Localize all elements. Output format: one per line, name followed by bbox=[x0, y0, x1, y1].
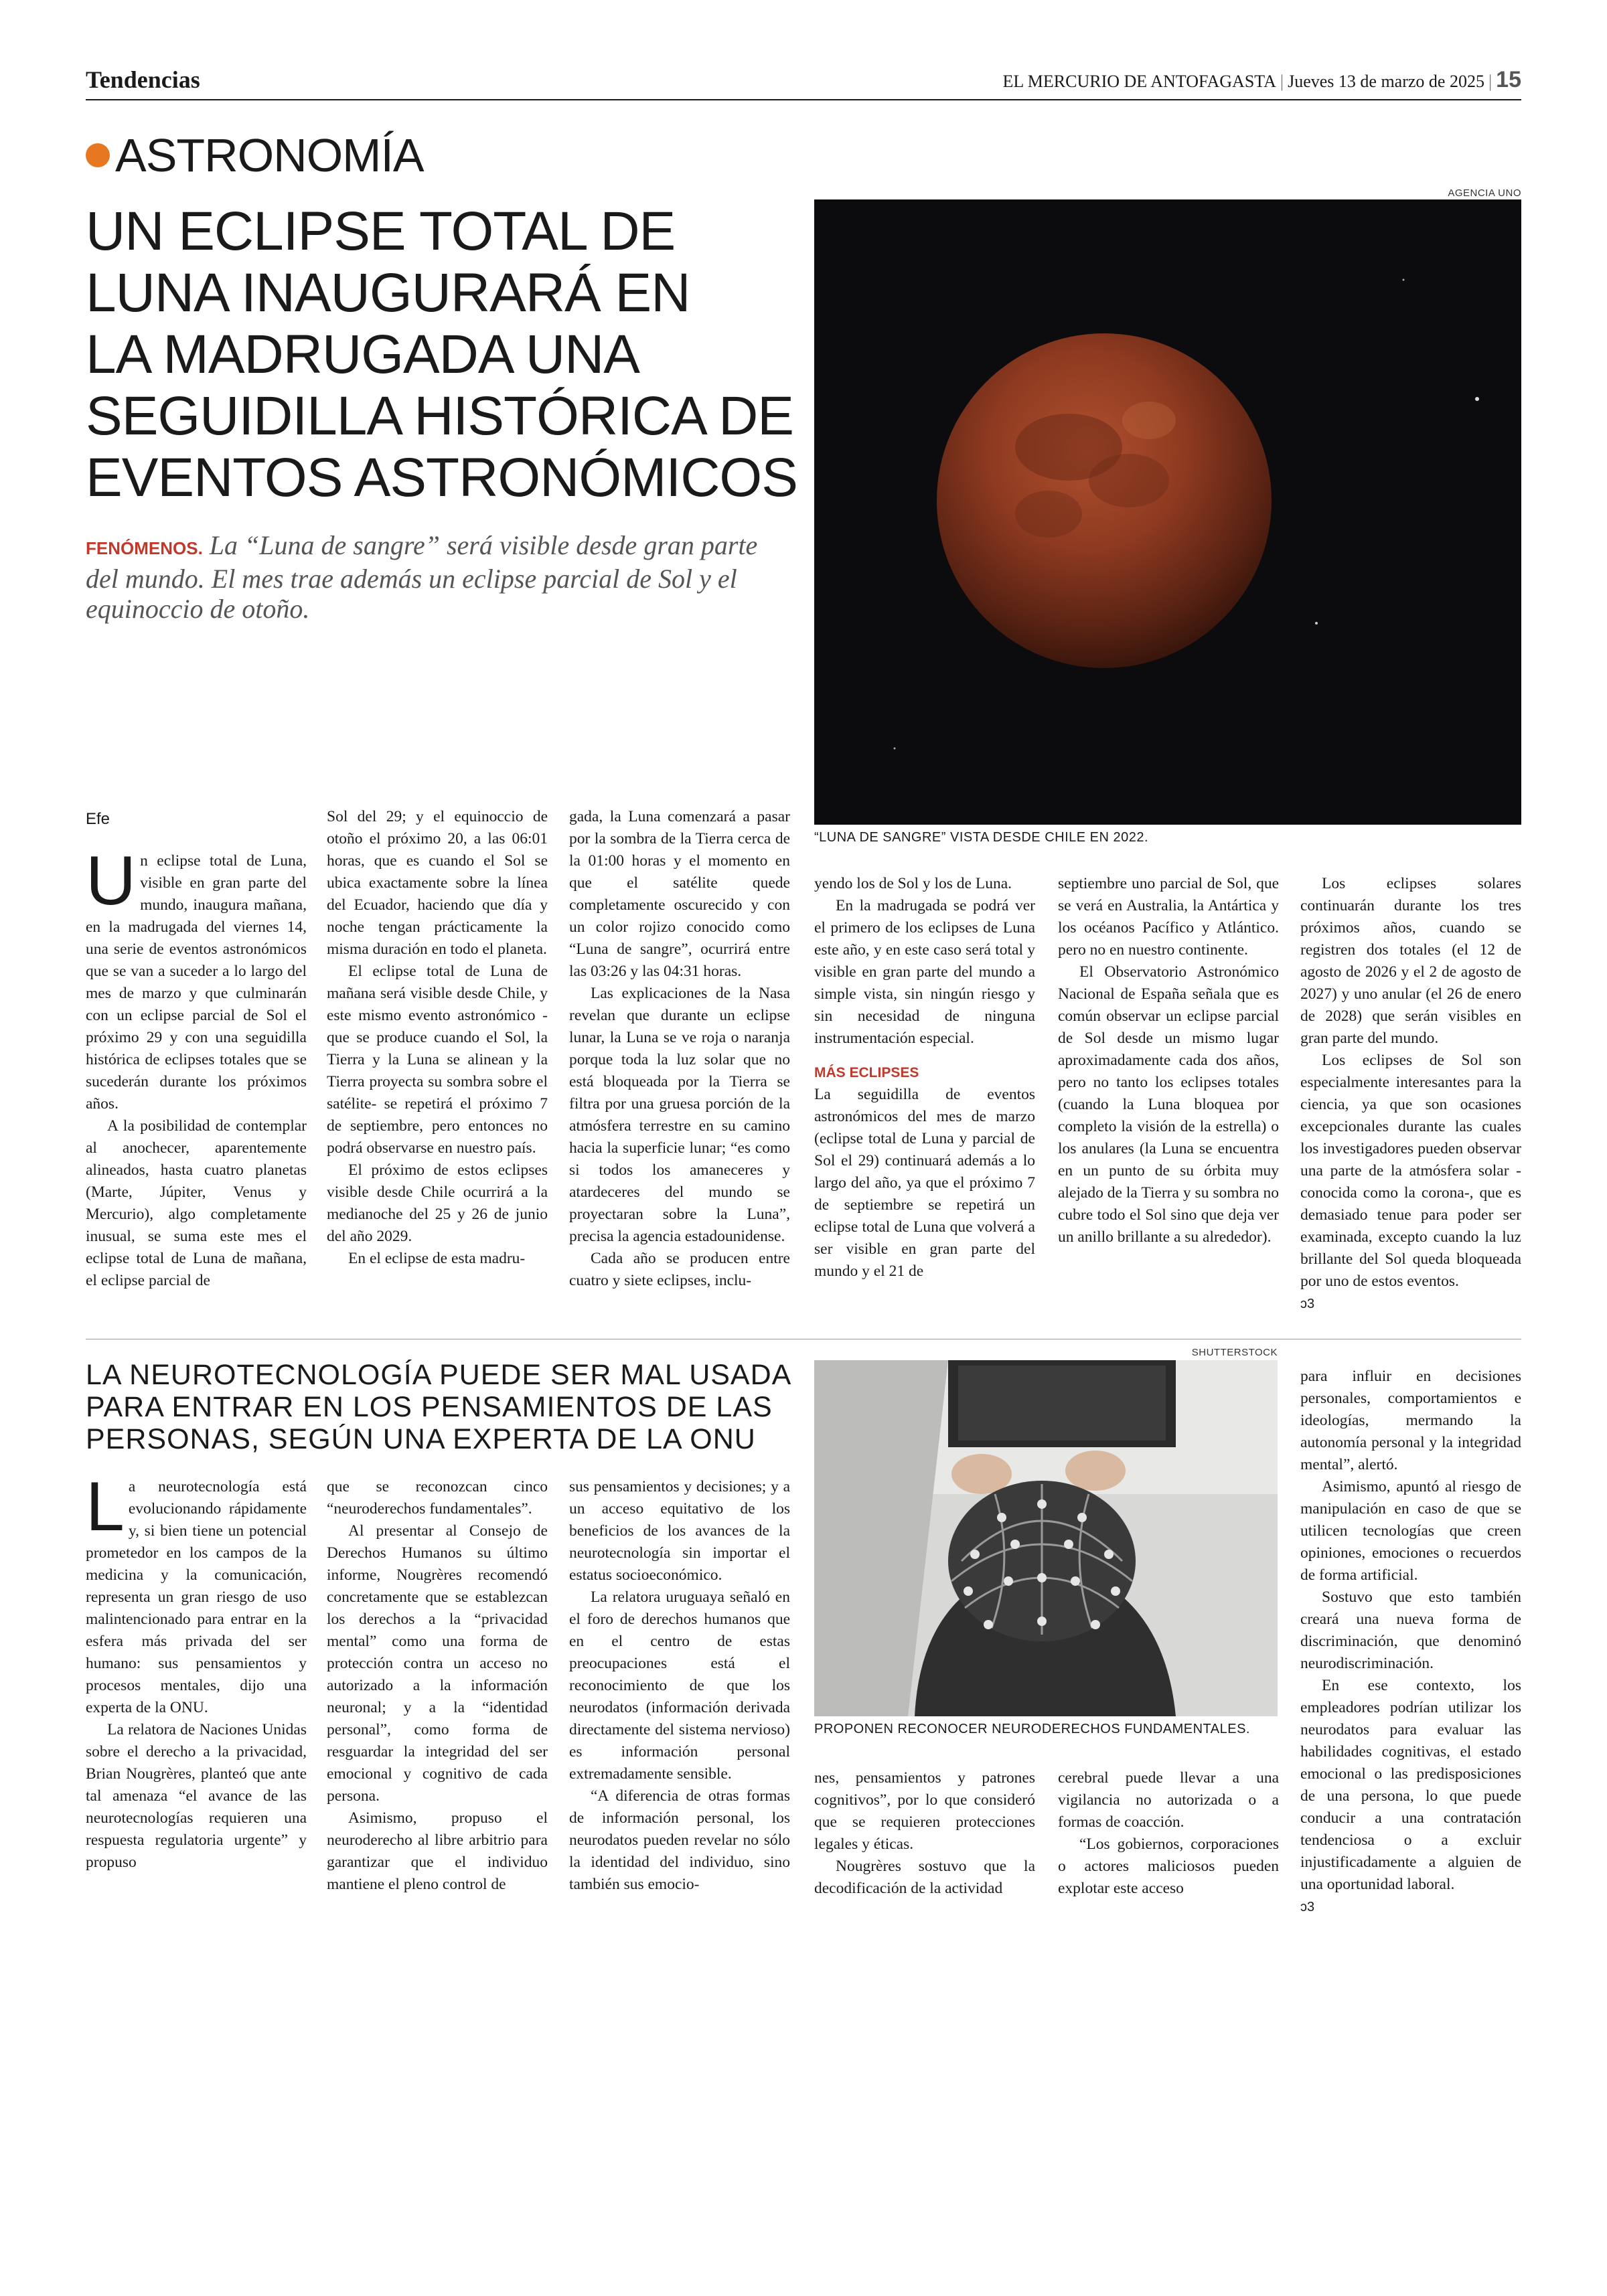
kicker-dot-icon bbox=[86, 143, 110, 167]
paragraph: Un eclipse total de Luna, visible en gran parte del mundo, inaugura mañana, en la madrugada del viernes 14, una serie de eventos astronómicos que se van a suceder a lo largo del mes de marzo y que culminarán con un eclipse parcial de Sol el próximo 29 y con una seguidilla histórica de eclipses totales que se sucederán durante los próximos años. bbox=[86, 842, 307, 1113]
paragraph: Cada año se producen entre cuatro y siete eclipses, inclu- bbox=[569, 1250, 790, 1289]
story2-col1 bbox=[86, 1468, 307, 1874]
paragraph: nes, pensamientos y patrones cognitivos”, por lo que consideró que se requieren protecciones legales y éticas. bbox=[814, 1769, 1035, 1853]
headline-line: UN ECLIPSE TOTAL DE bbox=[86, 201, 676, 262]
paragraph: “A diferencia de otras formas de información personal, los neurodatos pueden revelar no sólo la identidad del individuo, sino también sus emocio- bbox=[569, 1787, 790, 1893]
deck-text: La “Luna de sangre” será visible desde gran parte del mundo. El mes trae además un eclipse parcial de Sol y el equinoccio de otoño. bbox=[86, 530, 758, 624]
paper-date: Jueves 13 de marzo de 2025 bbox=[1288, 72, 1484, 91]
story1-headline bbox=[86, 201, 809, 509]
paragraph: La relatora de Naciones Unidas sobre el derecho a la privacidad, Brian Nougrères, planteó que ante tal amenaza “el avance de las neurotecnologías requieren una respuesta regulatoria urgente” y propuso bbox=[86, 1721, 307, 1871]
paragraph: cerebral puede llevar a una vigilancia no autorizada o a formas de coacción. bbox=[1058, 1769, 1279, 1831]
headline-line: LA NEUROTECNOLOGÍA PUEDE SER MAL USADA bbox=[86, 1359, 792, 1391]
paragraph: Asimismo, apuntó al riesgo de manipulación en caso de que se utilicen tecnologías que creen opiniones, emociones o recuerdos de forma artificial. bbox=[1300, 1478, 1521, 1584]
paragraph: “Los gobiernos, corporaciones o actores maliciosos pueden explotar este acceso bbox=[1058, 1835, 1279, 1897]
section-label: Tendencias bbox=[86, 66, 200, 93]
paragraph: El Observatorio Astronómico Nacional de España señala que es común observar un eclipse parcial de Sol desde un mismo lugar aproximadamente cada dos años, pero no tanto los eclipses totales (cuando la Luna bloquea por completo la visión de la estrella) o los anulares (la Luna se encuentra en un punto de su órbita muy alejado de la Tierra y su sombra no cubre todo el Sol sino que deja ver un anillo brillante a su alrededor). bbox=[1058, 963, 1279, 1246]
photo-credit-2: SHUTTERSTOCK bbox=[1191, 1347, 1278, 1358]
headline-line: EVENTOS ASTRONÓMICOS bbox=[86, 447, 797, 508]
paragraph: En ese contexto, los empleadores podrían utilizar los neurodatos para evaluar las habilidades cognitivas, el estado emocional o las predisposiciones de una persona, lo que puede conducir a una contratación tendenciosa o a excluir injustificadamente a alguien de una oportunidad laboral. bbox=[1300, 1677, 1521, 1893]
neurotech-photo-image bbox=[814, 1360, 1278, 1716]
paragraph: sus pensamientos y decisiones; y a un acceso equitativo de los beneficios de los avances de la neurotecnología sin importar el estatus socioeconómico. bbox=[569, 1478, 790, 1584]
story1-col6 bbox=[1300, 873, 1521, 1315]
moon-photo bbox=[814, 199, 1521, 825]
paragraph: En el eclipse de esta madru- bbox=[348, 1250, 526, 1267]
paragraph: La neurotecnología está evolucionando rápidamente y, si bien tiene un potencial prometedor en los campos de la medicina y la comunicación, representa un gran riesgo de uso malintencionado para entrar en la esfera más privada del ser humano: sus pensamientos y procesos mentales, dijo una experta de la ONU. bbox=[86, 1468, 307, 1716]
paragraph: Asimismo, propuso el neuroderecho al libre arbitrio para garantizar que el individuo mantiene el pleno control de bbox=[327, 1809, 548, 1893]
photo-caption-2: PROPONEN RECONOCER NEURODERECHOS FUNDAMENTALES. bbox=[814, 1722, 1250, 1736]
page-number: 15 bbox=[1496, 67, 1521, 92]
paragraph: yendo los de Sol y los de Luna. bbox=[814, 875, 1012, 892]
story1-col2 bbox=[327, 806, 548, 1270]
paragraph: Los eclipses solares continuarán durante los tres próximos años, cuando se registren dos totales (el 12 de agosto de 2026 y el 2 de agosto de 2027) y uno anular (el 26 de enero de 2028) que serán visibles en gran parte del mundo. bbox=[1300, 875, 1521, 1047]
headline-line: LUNA INAUGURARÁ EN bbox=[86, 262, 690, 323]
paragraph: Nougrères sostuvo que la decodificación de la actividad bbox=[814, 1858, 1035, 1897]
story2-col6 bbox=[1300, 1366, 1521, 1918]
header-rule bbox=[86, 99, 1521, 100]
paragraph: Sol del 29; y el equinoccio de otoño el próximo 20, a las 06:01 horas, que es cuando el Sol se ubica exactamente sobre la línea del Ecuador, haciendo que día y noche tengan prácticamente la misma duración en todo el planeta. bbox=[327, 808, 548, 958]
story2-col4 bbox=[814, 1767, 1035, 1900]
paragraph: Al presentar al Consejo de Derechos Humanos su último informe, Nougrères recomendó concretamente que se establezcan los derechos a la “privacidad mental” como una forma de protección contra un acceso no autorizado a la información neuronal; y a la “identidad personal”, como forma de resguardar la integridad del ser emocional y cognitivo de cada persona. bbox=[327, 1522, 548, 1805]
story2-headline bbox=[86, 1359, 795, 1455]
moon-photo-image bbox=[814, 199, 1521, 825]
story2-col5 bbox=[1058, 1767, 1279, 1900]
paragraph: El próximo de estos eclipses visible desde Chile ocurrirá a la medianoche del 25 y 26 de junio del año 2029. bbox=[327, 1161, 548, 1245]
paragraph: La relatora uruguaya señaló en el foro de derechos humanos que en el centro de estas preocupaciones está el reconocimiento de que los neurodatos (información derivada directamente del sistema nervioso) es información personal extremadamente sensible. bbox=[569, 1588, 790, 1783]
story1-kicker bbox=[86, 129, 424, 182]
paragraph: septiembre uno parcial de Sol, que se verá en Australia, la Antártica y los océanos Pacífico y Atlántico. pero no en nuestro continente. bbox=[1058, 875, 1279, 959]
paper-name: EL MERCURIO DE ANTOFAGASTA bbox=[1002, 72, 1276, 91]
photo-credit: AGENCIA UNO bbox=[1448, 187, 1521, 199]
paragraph: gada, la Luna comenzará a pasar por la sombra de la Tierra cerca de la 01:00 horas y el momento en que el satélite quede completamente oscurecido y con un color rojizo conocido como “Luna de sangre”, ocurrirá entre las 03:26 y las 04:31 horas. bbox=[569, 808, 790, 980]
headline-line: SEGUIDILLA HISTÓRICA DE bbox=[86, 386, 793, 446]
neurotech-photo bbox=[814, 1360, 1278, 1716]
headline-line: LA MADRUGADA UNA bbox=[86, 324, 639, 385]
end-mark-icon: ↄ3 bbox=[1300, 1900, 1315, 1914]
paragraph: El eclipse total de Luna de mañana será visible desde Chile, y este mismo evento astronómico -que se produce cuando el Sol, la Tierra y la Luna se alinean y la Tierra proyecta su sombra sobre el satélite- se repetirá el próximo 7 de septiembre, pero entonces no podrá observarse en nuestro país. bbox=[327, 963, 548, 1157]
headline-line: PERSONAS, SEGÚN UNA EXPERTA DE LA ONU bbox=[86, 1423, 756, 1455]
subhead: MÁS ECLIPSES bbox=[814, 1065, 919, 1080]
paragraph: En la madrugada se podrá ver el primero de los eclipses de Luna este año, y en este caso será total y visible en gran parte del mundo a simple vista, sin ningún riesgo y sin necesidad de ninguna instrumentación especial. bbox=[814, 897, 1035, 1047]
paragraph: Las explicaciones de la Nasa revelan que durante un eclipse lunar, la Luna se ve roja o naranja porque toda la luz solar que no está bloqueada por la Tierra se filtra por una gruesa porción de la atmósfera terrestre en su camino hacia la superficie lunar; “es como si todos los amaneceres y atardeceres del mundo se proyectaran sobre la Luna”, precisa la agencia estadounidense. bbox=[569, 985, 790, 1245]
paper-meta: EL MERCURIO DE ANTOFAGASTA | Jueves 13 de marzo de 2025 | 15 bbox=[1002, 67, 1521, 92]
story1-col4 bbox=[814, 873, 1035, 1283]
story2-col3 bbox=[569, 1476, 790, 1896]
deck-label: FENÓMENOS. bbox=[86, 538, 203, 558]
end-mark-icon: ↄ3 bbox=[1300, 1297, 1315, 1311]
paragraph: Los eclipses de Sol son especialmente interesantes para la ciencia, ya que son ocasiones excepcionales durante las cuales los investigadores pueden observar una parte de la atmósfera solar -conocida como la corona-, que es demasiado tenue para poder ser examinada, excepto cuando la luz brillante del Sol queda bloqueada por uno de estos eventos. bbox=[1300, 1052, 1521, 1290]
paragraph: que se reconozcan cinco “neuroderechos fundamentales”. bbox=[327, 1478, 548, 1518]
paragraph: Sostuvo que esto también creará una nueva forma de discriminación, que denominó neurodiscriminación. bbox=[1300, 1588, 1521, 1672]
kicker-text: ASTRONOMÍA bbox=[115, 129, 424, 181]
paragraph: La seguidilla de eventos astronómicos del mes de marzo (eclipse total de Luna y parcial de Sol el 29) continuará además a lo largo del año, ya que el próximo 7 de septiembre se repetirá un eclipse total de Luna que volverá a ser visible en gran parte del mundo y el 21 de bbox=[814, 1086, 1035, 1280]
paragraph: para influir en decisiones personales, comportamientos e ideologías, mermando la autonomía personal y la integridad mental”, alertó. bbox=[1300, 1368, 1521, 1473]
story2-col2 bbox=[327, 1476, 548, 1896]
byline: Efe bbox=[86, 810, 110, 828]
story1-col3 bbox=[569, 806, 790, 1292]
paragraph: A la posibilidad de contemplar al anochecer, aparentemente alineados, hasta cuatro planetas (Marte, Júpiter, Venus y Mercurio), algo completamente inusual, se suma este mes el eclipse total de Luna de mañana, el eclipse parcial de bbox=[86, 1117, 307, 1289]
photo-caption: “LUNA DE SANGRE” VISTA DESDE CHILE EN 2022. bbox=[814, 830, 1149, 845]
story1-col1 bbox=[86, 842, 307, 1292]
headline-line: PARA ENTRAR EN LOS PENSAMIENTOS DE LAS bbox=[86, 1391, 773, 1423]
story1-deck bbox=[86, 530, 789, 624]
story1-col5 bbox=[1058, 873, 1279, 1248]
